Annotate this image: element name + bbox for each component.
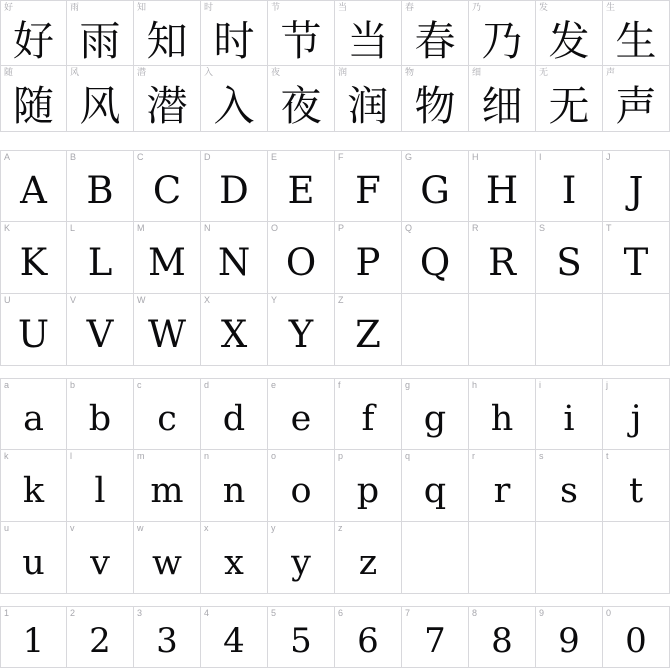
glyph-cell[interactable] [335, 450, 402, 522]
glyph-cell[interactable] [134, 522, 201, 594]
glyph-code-label: 夜 [271, 67, 281, 77]
glyph-sample: J [628, 169, 644, 212]
glyph-sample: m [150, 470, 184, 511]
glyph-sample: 当 [347, 16, 389, 65]
glyph-code-label: n [204, 451, 210, 461]
glyph-code-label: u [4, 523, 10, 533]
glyph-cell[interactable] [469, 294, 536, 366]
glyph-code-label: a [4, 380, 10, 390]
glyph-sample: f [361, 399, 375, 439]
glyph-cell[interactable] [0, 0, 67, 66]
glyph-cell[interactable] [67, 0, 134, 66]
glyph-code-label: H [472, 152, 479, 162]
glyph-cell[interactable] [268, 150, 335, 222]
lowercase-block [0, 378, 670, 594]
glyph-cell[interactable] [536, 66, 603, 132]
lowercase-row-1 [0, 378, 670, 450]
glyph-sample: S [556, 240, 582, 284]
glyph-cell[interactable] [469, 150, 536, 222]
glyph-sample: A [20, 169, 47, 212]
glyph-sample [603, 522, 669, 593]
glyph-sample [469, 522, 535, 593]
glyph-sample: 雨 [79, 16, 121, 65]
glyph-cell[interactable] [536, 222, 603, 294]
glyph-sample: G [420, 169, 450, 212]
glyph-sample: j [630, 399, 642, 439]
glyph-sample: x [224, 542, 244, 583]
glyph-cell[interactable] [67, 450, 134, 522]
glyph-code-label: e [271, 380, 277, 390]
glyph-sample: 8 [491, 621, 513, 661]
glyph-cell[interactable] [201, 450, 268, 522]
glyph-sample: I [561, 169, 577, 212]
glyph-code-label: 好 [4, 2, 14, 12]
glyph-cell[interactable] [402, 450, 469, 522]
glyph-code-label: 风 [70, 67, 80, 77]
glyph-code-label: 3 [137, 608, 143, 618]
glyph-sample: 春 [414, 16, 456, 65]
glyph-sample: O [285, 240, 317, 284]
glyph-cell[interactable] [0, 450, 67, 522]
glyph-code-label: j [606, 380, 608, 390]
glyph-code-label: N [204, 223, 211, 233]
glyph-cell[interactable] [0, 378, 67, 450]
glyph-sample: C [152, 169, 182, 212]
glyph-cell[interactable] [134, 66, 201, 132]
glyph-cell[interactable] [0, 522, 67, 594]
glyph-cell[interactable] [603, 150, 670, 222]
glyph-cell[interactable] [603, 294, 670, 366]
glyph-code-label: 0 [606, 608, 612, 618]
glyph-cell[interactable] [268, 66, 335, 132]
glyph-code-label: 8 [472, 608, 478, 618]
glyph-cell[interactable] [201, 522, 268, 594]
glyph-code-label: 知 [137, 2, 147, 12]
glyph-code-label: 生 [606, 2, 616, 12]
glyph-sample: h [490, 399, 514, 439]
glyph-cell[interactable] [335, 378, 402, 450]
glyph-sample: v [90, 542, 110, 583]
glyph-code-label: m [137, 451, 145, 461]
glyph-cell[interactable] [469, 450, 536, 522]
glyph-cell[interactable] [201, 66, 268, 132]
glyph-cell[interactable] [335, 606, 402, 668]
hanzi-row-1 [0, 0, 670, 66]
glyph-code-label: x [204, 523, 209, 533]
glyph-sample [402, 294, 468, 365]
glyph-code-label: 节 [271, 2, 281, 12]
glyph-sample: 9 [558, 621, 580, 661]
glyph-cell[interactable] [603, 378, 670, 450]
glyph-cell[interactable] [402, 0, 469, 66]
glyph-sample: V [86, 312, 114, 356]
glyph-cell[interactable] [335, 0, 402, 66]
glyph-sample: q [423, 470, 447, 511]
glyph-sample: 风 [79, 82, 121, 130]
glyph-code-label: h [472, 380, 478, 390]
glyph-cell[interactable] [603, 522, 670, 594]
glyph-cell[interactable] [67, 378, 134, 450]
glyph-code-label: p [338, 451, 344, 461]
glyph-code-label: d [204, 380, 210, 390]
glyph-sample: 0 [625, 621, 647, 661]
glyph-code-label: 物 [405, 67, 415, 77]
glyph-sample: 4 [223, 621, 245, 661]
glyph-code-label: 潜 [137, 67, 147, 77]
glyph-sample: 节 [280, 16, 322, 65]
glyph-code-label: X [204, 295, 211, 305]
glyph-sample: T [623, 240, 649, 284]
glyph-code-label: V [70, 295, 77, 305]
glyph-sample: b [88, 399, 112, 439]
glyph-code-label: g [405, 380, 411, 390]
glyph-sample: M [148, 240, 186, 284]
glyph-cell[interactable] [603, 66, 670, 132]
glyph-cell[interactable] [402, 150, 469, 222]
glyph-code-label: w [137, 523, 144, 533]
glyph-sample: r [493, 470, 511, 511]
glyph-code-label: f [338, 380, 341, 390]
glyph-cell[interactable] [268, 0, 335, 66]
glyph-cell[interactable] [402, 522, 469, 594]
hanzi-block [0, 0, 670, 132]
glyph-code-label: 当 [338, 2, 348, 12]
uppercase-row-2 [0, 222, 670, 294]
glyph-cell[interactable] [201, 150, 268, 222]
glyph-sample: n [222, 470, 246, 511]
glyph-sample: 乃 [481, 16, 523, 65]
glyph-sample [469, 294, 535, 365]
glyph-cell[interactable] [469, 378, 536, 450]
glyph-code-label: O [271, 223, 279, 233]
glyph-code-label: q [405, 451, 411, 461]
glyph-sample: R [488, 240, 516, 284]
glyph-code-label: 4 [204, 608, 210, 618]
glyph-cell[interactable] [268, 294, 335, 366]
glyph-code-label: 时 [204, 2, 214, 12]
glyph-sample [536, 294, 602, 365]
glyph-sample: p [356, 470, 380, 511]
glyph-cell[interactable] [469, 522, 536, 594]
glyph-sample: a [23, 399, 44, 439]
glyph-cell[interactable] [335, 66, 402, 132]
glyph-cell[interactable] [134, 606, 201, 668]
glyph-code-label: L [70, 223, 76, 233]
glyph-sample: P [355, 240, 381, 284]
glyph-code-label: 7 [405, 608, 411, 618]
glyph-sample: 无 [548, 82, 590, 130]
glyph-code-label: 入 [204, 67, 214, 77]
glyph-code-label: 润 [338, 67, 348, 77]
glyph-code-label: c [137, 380, 142, 390]
glyph-code-label: U [4, 295, 11, 305]
glyph-cell[interactable] [201, 0, 268, 66]
glyph-sample: 随 [13, 82, 54, 130]
glyph-code-label: 发 [539, 2, 549, 12]
glyph-sample: E [287, 169, 315, 212]
glyph-cell[interactable] [469, 606, 536, 668]
glyph-cell[interactable] [536, 450, 603, 522]
glyph-cell[interactable] [402, 222, 469, 294]
glyph-cell[interactable] [134, 450, 201, 522]
glyph-sample: 物 [414, 82, 456, 130]
glyph-cell[interactable] [335, 294, 402, 366]
glyph-cell[interactable] [67, 66, 134, 132]
glyph-sample: 5 [290, 621, 312, 661]
glyph-sample: y [291, 542, 311, 583]
digits-block [0, 606, 670, 668]
glyph-code-label: v [70, 523, 75, 533]
glyph-sample: Z [355, 312, 381, 356]
glyph-code-label: 无 [539, 67, 549, 77]
glyph-code-label: G [405, 152, 413, 162]
glyph-cell[interactable] [603, 0, 670, 66]
glyph-sample: W [147, 312, 187, 356]
glyph-cell[interactable] [536, 0, 603, 66]
glyph-sample: 知 [146, 16, 188, 65]
digits-row-1 [0, 606, 670, 668]
glyph-sample: 入 [213, 82, 255, 130]
glyph-code-label: I [539, 152, 542, 162]
hanzi-row-2 [0, 66, 670, 132]
glyph-cell[interactable] [201, 606, 268, 668]
glyph-code-label: 9 [539, 608, 545, 618]
glyph-code-label: l [70, 451, 72, 461]
glyph-code-label: S [539, 223, 546, 233]
block-separator [0, 594, 670, 606]
glyph-sample: 声 [615, 82, 657, 130]
glyph-code-label: b [70, 380, 76, 390]
glyph-code-label: 5 [271, 608, 277, 618]
glyph-cell[interactable] [0, 606, 67, 668]
glyph-code-label: W [137, 295, 146, 305]
glyph-cell[interactable] [67, 294, 134, 366]
glyph-sample: Y [288, 312, 314, 356]
glyph-cell[interactable] [469, 0, 536, 66]
glyph-sample: 好 [13, 16, 54, 65]
glyph-cell[interactable] [67, 522, 134, 594]
glyph-sample: 时 [213, 16, 255, 65]
glyph-sample: 1 [22, 621, 45, 661]
glyph-sample: 发 [548, 16, 590, 65]
glyph-sample: 2 [89, 621, 111, 661]
glyph-sample [603, 294, 669, 365]
glyph-sample: l [94, 470, 106, 511]
glyph-code-label: i [539, 380, 541, 390]
glyph-code-label: Y [271, 295, 278, 305]
glyph-sample: Q [419, 240, 451, 284]
glyph-cell[interactable] [0, 294, 67, 366]
glyph-code-label: A [4, 152, 11, 162]
glyph-code-label: k [4, 451, 9, 461]
glyph-code-label: 细 [472, 67, 482, 77]
glyph-sample: o [290, 470, 312, 511]
glyph-sample: g [423, 399, 447, 439]
glyph-cell[interactable] [536, 522, 603, 594]
glyph-code-label: o [271, 451, 277, 461]
glyph-code-label: P [338, 223, 345, 233]
glyph-cell[interactable] [134, 378, 201, 450]
glyph-sample: 夜 [280, 82, 322, 130]
glyph-cell[interactable] [134, 0, 201, 66]
glyph-code-label: y [271, 523, 276, 533]
glyph-sample: 6 [357, 621, 379, 661]
glyph-code-label: 乃 [472, 2, 482, 12]
glyph-sample: K [19, 240, 48, 284]
glyph-code-label: M [137, 223, 145, 233]
glyph-code-label: s [539, 451, 544, 461]
glyph-sample: 润 [347, 82, 389, 130]
glyph-sample: 7 [424, 621, 446, 661]
glyph-cell[interactable] [469, 66, 536, 132]
glyph-code-label: K [4, 223, 11, 233]
glyph-sample: c [157, 399, 177, 439]
glyph-cell[interactable] [134, 222, 201, 294]
glyph-code-label: 随 [4, 67, 14, 77]
glyph-cell[interactable] [201, 378, 268, 450]
glyph-cell[interactable] [536, 150, 603, 222]
glyph-code-label: 雨 [70, 2, 80, 12]
glyph-code-label: J [606, 152, 611, 162]
glyph-code-label: 春 [405, 2, 415, 12]
uppercase-row-3 [0, 294, 670, 366]
glyph-cell[interactable] [402, 66, 469, 132]
glyph-sample: e [290, 399, 312, 439]
glyph-sample: H [485, 169, 519, 212]
glyph-code-label: t [606, 451, 609, 461]
glyph-code-label: F [338, 152, 344, 162]
glyph-sample: N [217, 240, 251, 284]
glyph-sample: U [17, 312, 50, 356]
glyph-code-label: B [70, 152, 77, 162]
glyph-sample: 细 [481, 82, 523, 130]
glyph-code-label: Q [405, 223, 413, 233]
block-separator [0, 132, 670, 150]
glyph-cell[interactable] [67, 150, 134, 222]
lowercase-row-3 [0, 522, 670, 594]
glyph-cell[interactable] [603, 606, 670, 668]
glyph-cell[interactable] [134, 150, 201, 222]
glyph-sample [536, 522, 602, 593]
glyph-code-label: E [271, 152, 278, 162]
glyph-cell[interactable] [268, 378, 335, 450]
glyph-code-label: r [472, 451, 475, 461]
glyph-cell[interactable] [402, 378, 469, 450]
glyph-sample: d [222, 399, 246, 439]
glyph-code-label: T [606, 223, 612, 233]
glyph-sample: z [358, 542, 378, 583]
glyph-code-label: Z [338, 295, 344, 305]
glyph-cell[interactable] [0, 222, 67, 294]
glyph-cell[interactable] [268, 522, 335, 594]
glyph-sample: B [86, 169, 114, 212]
glyph-sample: F [355, 169, 381, 212]
block-separator [0, 366, 670, 378]
glyph-sample: u [22, 542, 45, 583]
glyph-cell[interactable] [268, 222, 335, 294]
glyph-cell[interactable] [0, 66, 67, 132]
glyph-cell[interactable] [201, 222, 268, 294]
glyph-sample: s [560, 470, 578, 511]
glyph-cell[interactable] [67, 222, 134, 294]
lowercase-row-2 [0, 450, 670, 522]
glyph-sample: D [219, 169, 249, 212]
glyph-cell[interactable] [268, 606, 335, 668]
glyph-code-label: z [338, 523, 343, 533]
glyph-cell[interactable] [134, 294, 201, 366]
glyph-code-label: 1 [4, 608, 10, 618]
glyph-cell[interactable] [536, 294, 603, 366]
glyph-cell[interactable] [603, 222, 670, 294]
glyph-cell[interactable] [469, 222, 536, 294]
glyph-cell[interactable] [536, 606, 603, 668]
glyph-sample: t [628, 470, 644, 511]
glyph-sample: 3 [156, 621, 178, 661]
glyph-cell[interactable] [536, 378, 603, 450]
glyph-cell[interactable] [335, 150, 402, 222]
glyph-code-label: R [472, 223, 479, 233]
glyph-cell[interactable] [268, 450, 335, 522]
glyph-code-label: 声 [606, 67, 616, 77]
uppercase-row-1 [0, 150, 670, 222]
glyph-cell[interactable] [335, 522, 402, 594]
glyph-code-label: C [137, 152, 144, 162]
glyph-cell[interactable] [402, 294, 469, 366]
glyph-cell[interactable] [0, 150, 67, 222]
glyph-cell[interactable] [335, 222, 402, 294]
glyph-cell[interactable] [67, 606, 134, 668]
glyph-sample: 生 [615, 16, 657, 65]
glyph-sample: i [563, 399, 575, 439]
glyph-cell[interactable] [402, 606, 469, 668]
glyph-sample: 潜 [146, 82, 188, 130]
glyph-sample: X [220, 312, 248, 356]
glyph-sample: L [87, 240, 113, 284]
glyph-sample [402, 522, 468, 593]
glyph-code-label: D [204, 152, 211, 162]
uppercase-block [0, 150, 670, 366]
glyph-sample: k [22, 470, 45, 511]
glyph-cell[interactable] [201, 294, 268, 366]
glyph-code-label: 2 [70, 608, 76, 618]
glyph-sample: w [152, 542, 182, 583]
glyph-code-label: 6 [338, 608, 344, 618]
glyph-cell[interactable] [603, 450, 670, 522]
